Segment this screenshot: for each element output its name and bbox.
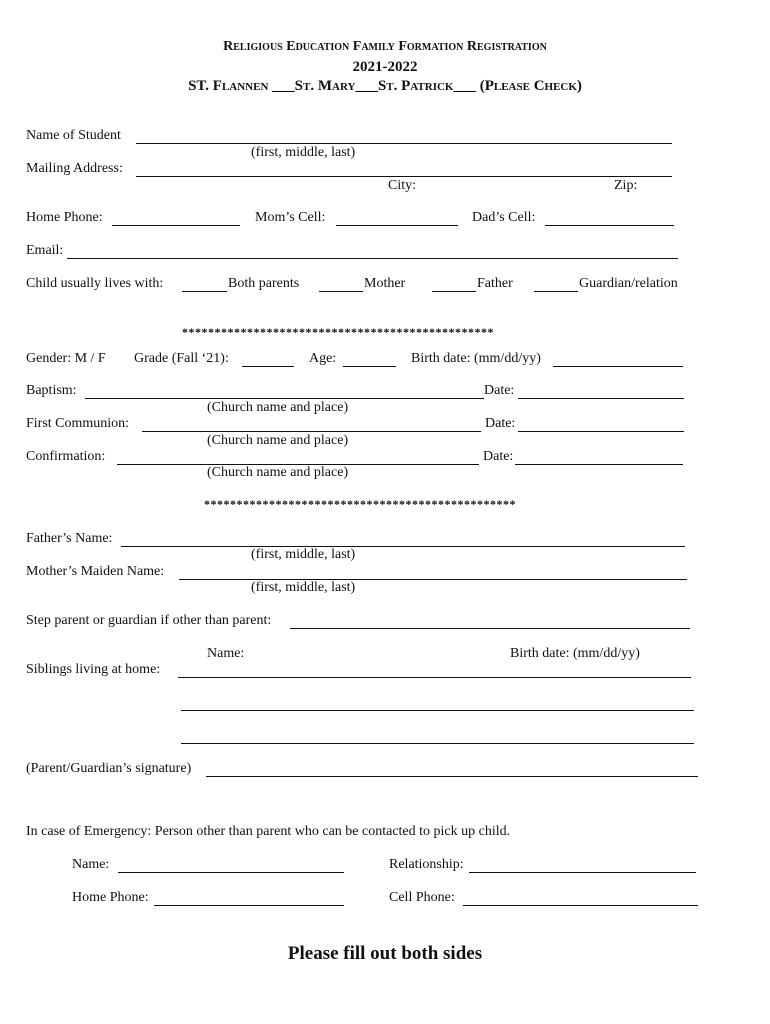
home-phone-label: Home Phone: xyxy=(26,210,103,225)
father-option: Father xyxy=(477,276,513,291)
first-communion-church-hint: (Church name and place) xyxy=(207,433,349,448)
both-parents-option: Both parents xyxy=(228,276,300,291)
lives-with-label: Child usually lives with: xyxy=(26,276,164,291)
grade-label: Grade (Fall ‘21): xyxy=(134,351,229,366)
signature-label: (Parent/Guardian’s signature) xyxy=(26,761,192,776)
baptism-date-label: Date: xyxy=(484,383,515,398)
form-title: Religious Education Family Formation Registration xyxy=(223,39,547,54)
student-name-label: Name of Student xyxy=(26,128,121,143)
age-field[interactable] xyxy=(343,366,396,367)
mother-name-hint: (first, middle, last) xyxy=(251,580,356,595)
student-name-hint: (first, middle, last) xyxy=(251,145,356,160)
confirmation-date-field[interactable] xyxy=(515,464,683,465)
separator-stars: ************************************************ xyxy=(204,497,516,511)
sibling-field-2[interactable] xyxy=(181,710,694,711)
gender-label: Gender: M / F xyxy=(26,351,106,366)
emergency-intro: In case of Emergency: Person other than parent who can be contacted to pick up child. xyxy=(26,824,511,839)
baptism-label: Baptism: xyxy=(26,383,77,398)
birth-date-label: Birth date: (mm/dd/yy) xyxy=(411,351,541,366)
emergency-name-field[interactable] xyxy=(118,872,344,873)
fill-both-sides-note: Please fill out both sides xyxy=(287,943,483,964)
mother-check[interactable] xyxy=(319,291,363,292)
first-communion-date-label: Date: xyxy=(485,416,516,431)
age-label: Age: xyxy=(309,351,337,366)
emergency-home-phone-label: Home Phone: xyxy=(72,890,149,905)
emergency-cell-phone-field[interactable] xyxy=(463,905,698,906)
email-field[interactable] xyxy=(67,258,678,259)
grade-field[interactable] xyxy=(242,366,294,367)
mom-cell-label: Mom’s Cell: xyxy=(255,210,326,225)
step-parent-field[interactable] xyxy=(290,628,690,629)
step-parent-label: Step parent or guardian if other than parent: xyxy=(26,613,272,628)
dad-cell-label: Dad’s Cell: xyxy=(472,210,536,225)
mailing-address-field[interactable] xyxy=(136,176,672,177)
city-label: City: xyxy=(388,178,417,193)
school-year: 2021-2022 xyxy=(352,59,418,75)
father-check[interactable] xyxy=(432,291,476,292)
confirmation-church-hint: (Church name and place) xyxy=(207,465,349,480)
confirmation-label: Confirmation: xyxy=(26,449,106,464)
mom-cell-field[interactable] xyxy=(336,225,458,226)
baptism-date-field[interactable] xyxy=(518,398,684,399)
father-name-field[interactable] xyxy=(121,546,685,547)
sibling-field-3[interactable] xyxy=(181,743,694,744)
signature-field[interactable] xyxy=(206,776,698,777)
student-name-field[interactable] xyxy=(136,143,672,144)
zip-label: Zip: xyxy=(614,178,638,193)
dad-cell-field[interactable] xyxy=(545,225,674,226)
emergency-name-label: Name: xyxy=(72,857,110,872)
emergency-relationship-label: Relationship: xyxy=(389,857,464,872)
home-phone-field[interactable] xyxy=(112,225,240,226)
birth-date-field[interactable] xyxy=(553,366,683,367)
siblings-birth-header: Birth date: (mm/dd/yy) xyxy=(510,646,640,661)
first-communion-church-field[interactable] xyxy=(142,431,481,432)
mailing-address-label: Mailing Address: xyxy=(26,161,123,176)
guardian-check[interactable] xyxy=(534,291,578,292)
baptism-church-hint: (Church name and place) xyxy=(207,400,349,415)
guardian-option: Guardian/relation xyxy=(579,276,678,291)
emergency-home-phone-field[interactable] xyxy=(154,905,344,906)
confirmation-date-label: Date: xyxy=(483,449,514,464)
sibling-field-1[interactable] xyxy=(178,677,691,678)
email-label: Email: xyxy=(26,243,64,258)
father-name-label: Father’s Name: xyxy=(26,531,113,546)
first-communion-label: First Communion: xyxy=(26,416,130,431)
both-parents-check[interactable] xyxy=(182,291,227,292)
separator-stars: ************************************************ xyxy=(182,325,494,339)
siblings-label: Siblings living at home: xyxy=(26,662,161,677)
parish-check-line: ST. Flannen ___St. Mary___St. Patrick___ (Please Check) xyxy=(188,78,582,94)
mother-maiden-name-label: Mother’s Maiden Name: xyxy=(26,564,165,579)
father-name-hint: (first, middle, last) xyxy=(251,547,356,562)
emergency-cell-phone-label: Cell Phone: xyxy=(389,890,455,905)
emergency-relationship-field[interactable] xyxy=(469,872,696,873)
mother-option: Mother xyxy=(364,276,406,291)
baptism-church-field[interactable] xyxy=(85,398,484,399)
first-communion-date-field[interactable] xyxy=(518,431,684,432)
siblings-name-header: Name: xyxy=(207,646,245,661)
